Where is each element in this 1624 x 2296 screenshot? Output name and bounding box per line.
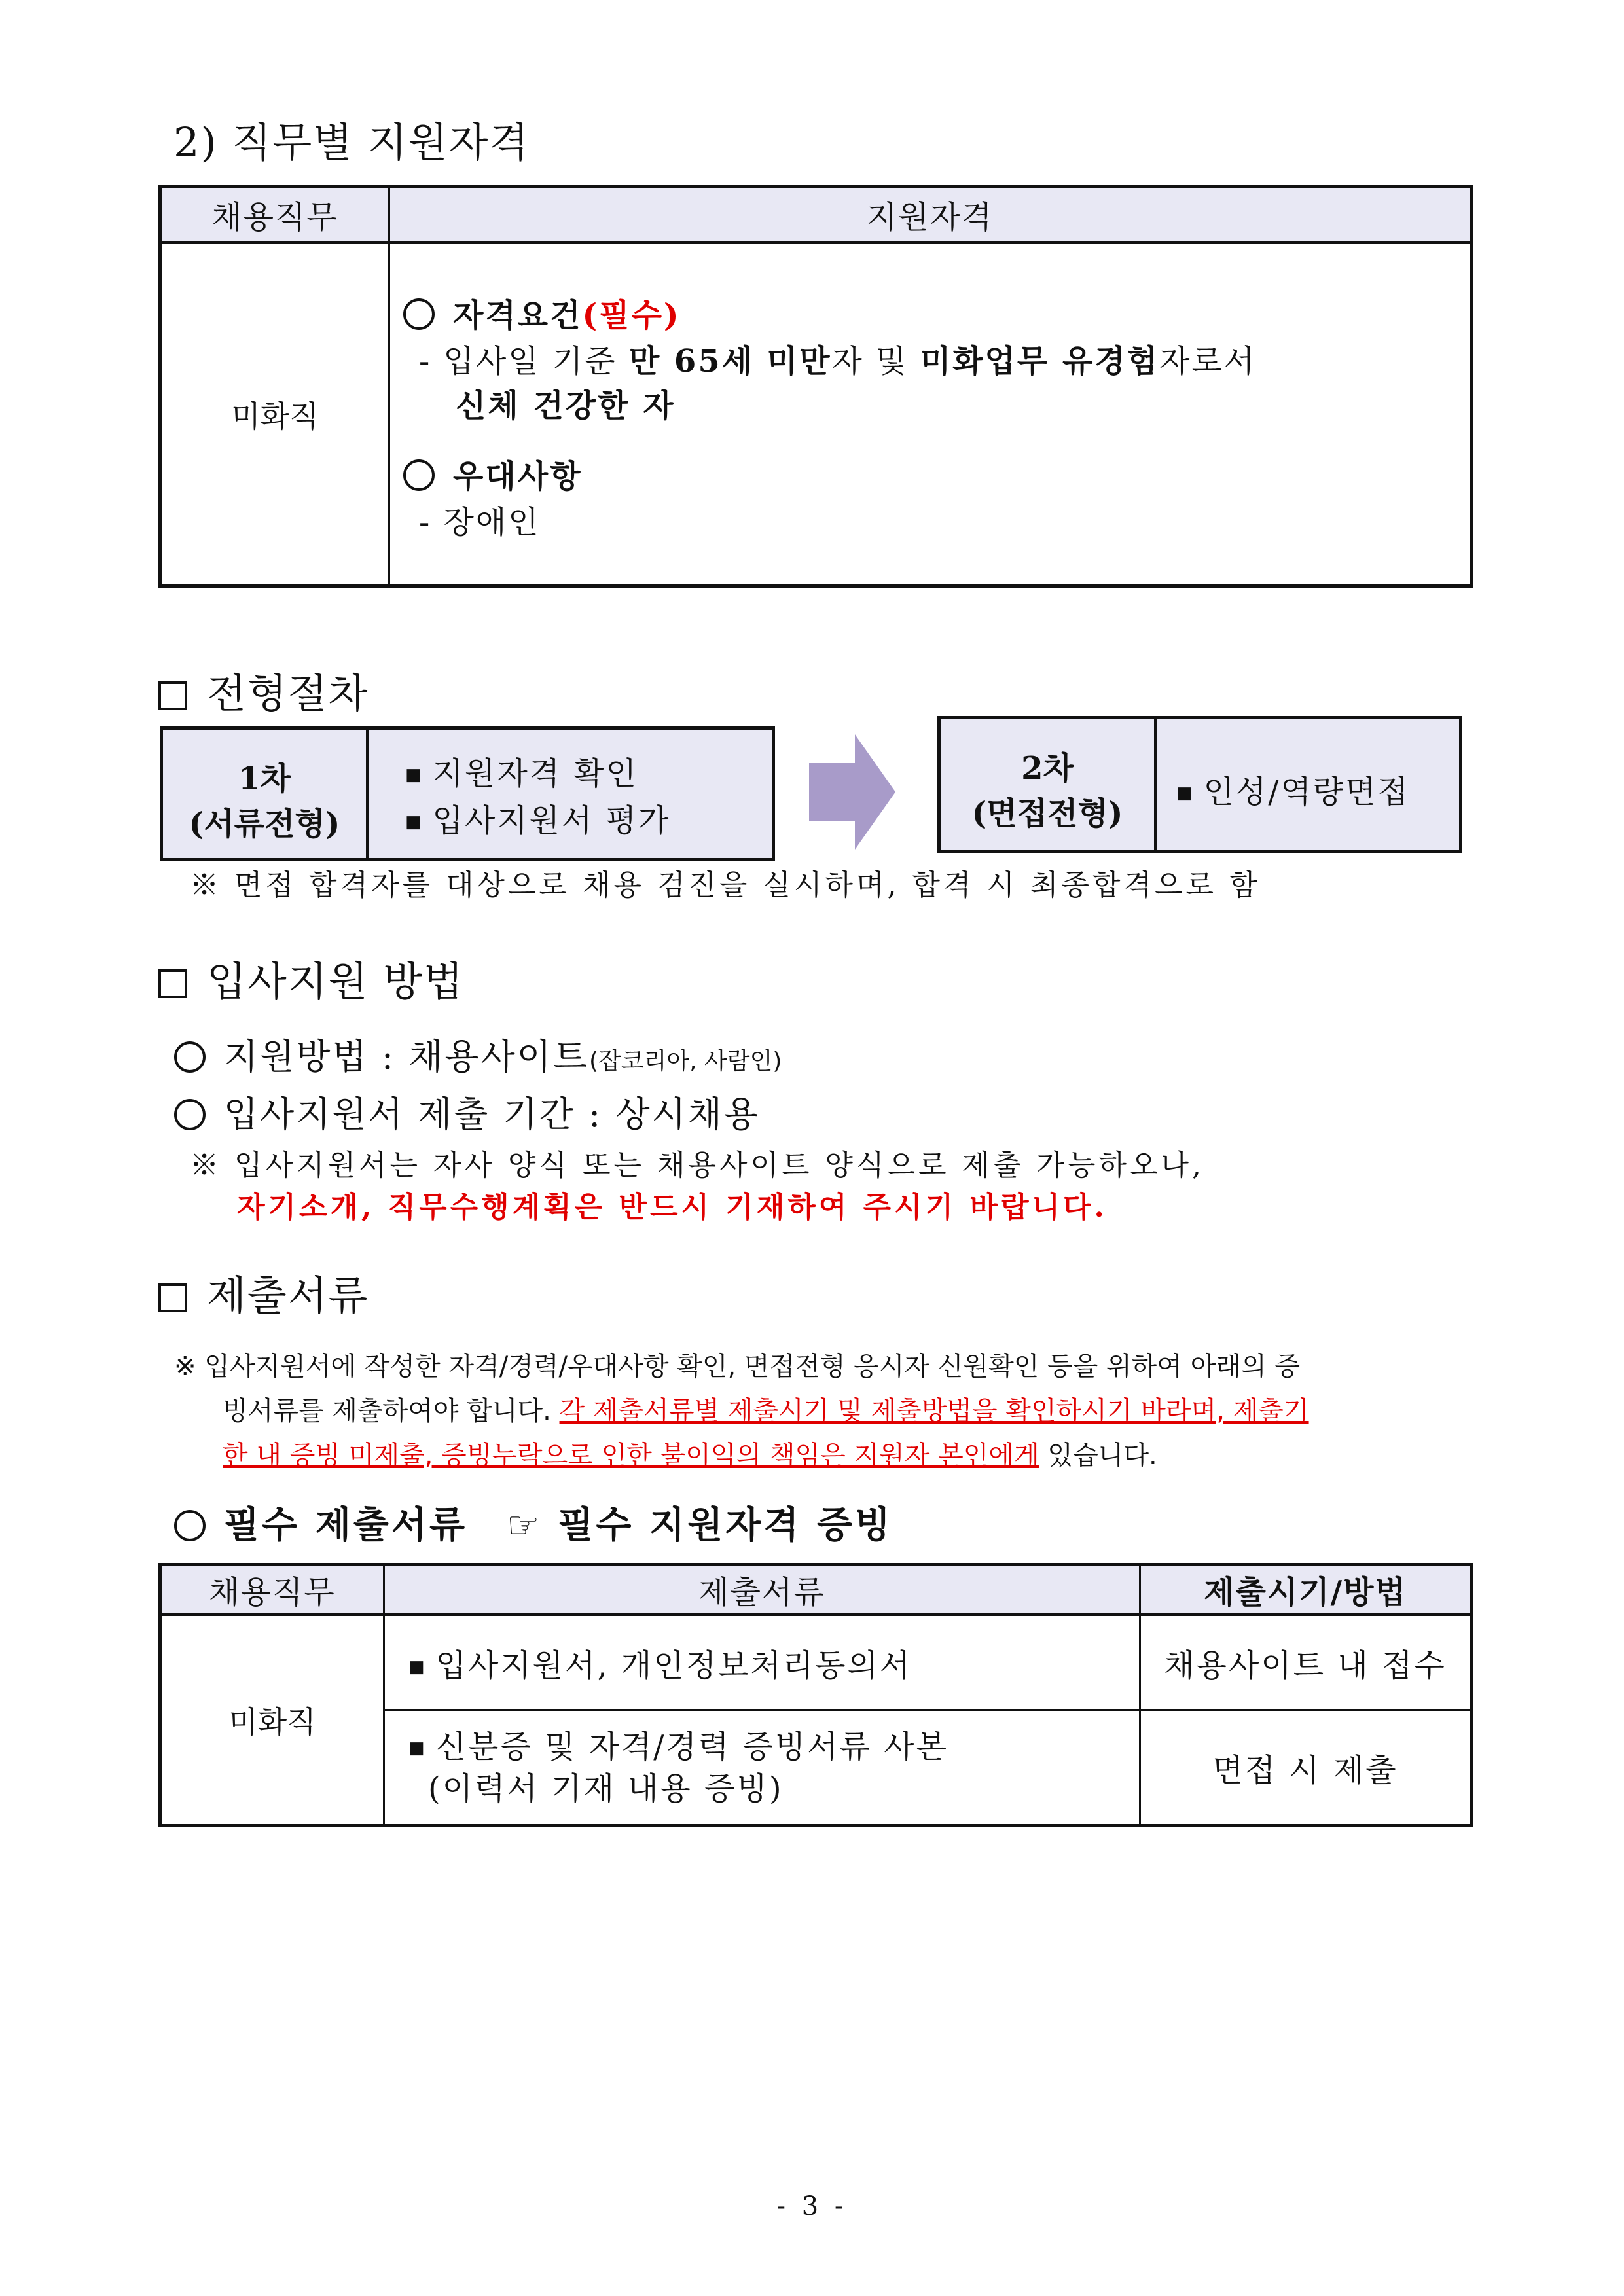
preference-heading: 우대사항 — [403, 451, 582, 496]
step1-item: ■ 지원자격 확인 — [405, 755, 639, 792]
section-title-process: 전형절차 — [158, 661, 369, 719]
circle-bullet-icon — [174, 1099, 206, 1130]
square-bullet-icon — [158, 1283, 187, 1312]
pointing-hand-icon: ☞ — [507, 1504, 543, 1547]
col-header-qualification: 지원자격 — [389, 187, 1471, 243]
square-bullet-icon — [158, 681, 187, 710]
square-bullet-icon — [158, 969, 187, 998]
page-number: - 3 - — [776, 2191, 848, 2221]
document-row-2: ■ 신분증 및 자격/경력 증빙서류 사본 (이력서 기재 내용 증빙) — [384, 1710, 1140, 1826]
apply-period: 입사지원서 제출 기간 : 상시채용 — [174, 1086, 760, 1137]
step1-label: 1차 (서류전형) — [189, 761, 340, 842]
section-title-documents: 제출서류 — [158, 1263, 369, 1321]
col-header-job: 채용직무 — [160, 187, 389, 243]
job-cell: 미화직 — [160, 1615, 384, 1826]
requirement-heading: 자격요건(필수) — [403, 290, 681, 335]
col-header-documents: 제출서류 — [384, 1565, 1140, 1615]
apply-note-line-2: 자기소개, 직무수행계획은 반드시 기재하여 주시기 바랍니다. — [237, 1191, 1108, 1224]
qualification-cell — [389, 243, 1471, 586]
documents-note-line-3: 한 내 증빙 미제출, 증빙누락으로 인한 불이익의 책임은 지원자 본인에게 있습니다. — [223, 1441, 1157, 1471]
process-step-2 — [937, 716, 1462, 853]
circle-bullet-icon — [403, 459, 435, 491]
requirement-line-2: 신체 건강한 자 — [456, 387, 676, 424]
documents-note-line-2: 빙서류를 제출하여야 합니다. 각 제출서류별 제출시기 및 제출방법을 확인하시기 바라며, 제출기 — [223, 1396, 1309, 1426]
step2-label: 2차 (면접전형) — [971, 750, 1123, 832]
step2-item: ■ 인성/역량면접 — [1176, 774, 1410, 810]
timing-row-1: 채용사이트 내 접수 — [1140, 1615, 1471, 1710]
col-header-job: 채용직무 — [160, 1565, 384, 1615]
timing-row-2: 면접 시 제출 — [1140, 1710, 1471, 1826]
circle-bullet-icon — [174, 1510, 206, 1541]
qualification-table — [158, 185, 1473, 588]
section-title-qualification: 2) 직무별 지원자격 — [173, 118, 530, 166]
section-title-apply: 입사지원 방법 — [158, 949, 464, 1007]
step1-item: ■ 입사지원서 평가 — [405, 802, 671, 839]
arrow-right-icon — [809, 734, 895, 850]
required-documents-heading: 필수 제출서류 ☞ 필수 지원자격 증빙 — [174, 1496, 893, 1549]
apply-method: 지원방법 : 채용사이트(잡코리아, 사람인) — [174, 1029, 782, 1079]
preference-line: - 장애인 — [419, 504, 541, 541]
requirement-line-1: - 입사일 기준 만 65세 미만자 및 미화업무 유경험자로서 — [419, 343, 1257, 380]
circle-bullet-icon — [174, 1041, 206, 1073]
process-step-1 — [160, 726, 775, 861]
documents-table — [158, 1563, 1473, 1827]
documents-note — [174, 1344, 1477, 1478]
col-header-timing: 제출시기/방법 — [1140, 1565, 1471, 1615]
process-note: ※ 면접 합격자를 대상으로 채용 검진을 실시하며, 합격 시 최종합격으로 함 — [190, 869, 1261, 902]
documents-note-line-1: ※ 입사지원서에 작성한 자격/경력/우대사항 확인, 면접전형 응시자 신원확인 등을 위하여 아래의 증 — [174, 1352, 1301, 1382]
circle-bullet-icon — [403, 298, 435, 330]
apply-note-line-1: ※ 입사지원서는 자사 양식 또는 채용사이트 양식으로 제출 가능하오나, — [190, 1149, 1204, 1182]
job-cell: 미화직 — [160, 243, 389, 586]
document-row-1: ■ 입사지원서, 개인정보처리동의서 — [384, 1615, 1140, 1710]
